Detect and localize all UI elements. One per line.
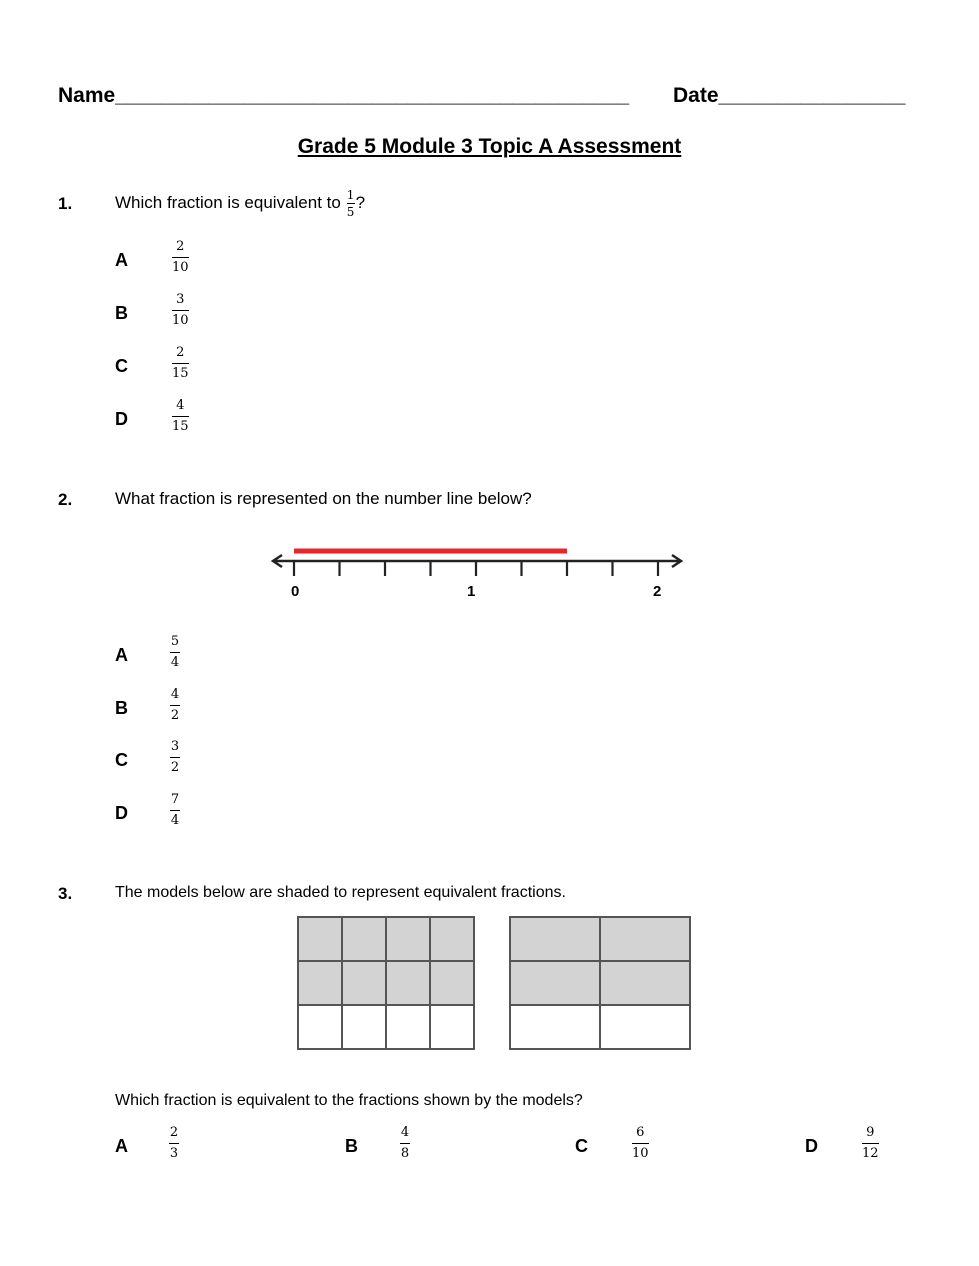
option-letter: C xyxy=(115,750,128,770)
option-letter: B xyxy=(115,303,128,323)
model-cell-shaded xyxy=(510,961,600,1005)
model-cell-shaded xyxy=(342,917,386,961)
fraction-model-right xyxy=(509,916,691,1050)
option-letter: A xyxy=(115,250,128,270)
option-letter: B xyxy=(345,1136,358,1156)
q1-text xyxy=(115,183,365,223)
q3-number: 3. xyxy=(58,884,73,903)
model-cell-shaded xyxy=(430,917,474,961)
q1-number: 1. xyxy=(58,194,73,213)
model-cell-shaded xyxy=(430,961,474,1005)
option-letter: D xyxy=(805,1136,818,1156)
option-fraction: 2 10 xyxy=(172,239,189,275)
model-cell-shaded xyxy=(298,961,342,1005)
number-line xyxy=(268,540,688,602)
model-cell xyxy=(430,1005,474,1049)
name-blank: ____________________________________________ xyxy=(115,84,630,107)
option-fraction: 4 15 xyxy=(172,398,189,434)
model-cell xyxy=(386,1005,430,1049)
tick-label-0: 0 xyxy=(291,583,300,600)
option-letter: A xyxy=(115,645,128,665)
q3-question: Which fraction is equivalent to the fractions shown by the models? xyxy=(115,1092,583,1109)
model-cell-shaded xyxy=(600,961,690,1005)
q1-fraction xyxy=(347,189,355,218)
option-fraction: 6 10 xyxy=(632,1125,649,1161)
option-letter: C xyxy=(575,1136,588,1156)
option-letter: A xyxy=(115,1136,128,1156)
number-line-ticks xyxy=(294,561,658,576)
option-fraction: 4 8 xyxy=(400,1125,410,1161)
fraction-model-left xyxy=(297,916,475,1050)
q1-fraction-num: 1 xyxy=(346,187,355,202)
option-fraction: 5 4 xyxy=(170,634,180,670)
option-fraction: 4 2 xyxy=(170,687,180,723)
model-cell-shaded xyxy=(298,917,342,961)
tick-label-2: 2 xyxy=(653,583,662,600)
q1-text-after: ? xyxy=(355,193,366,212)
option-fraction: 7 4 xyxy=(170,792,180,828)
q3-text: The models below are shaded to represent equivalent fractions. xyxy=(115,884,566,901)
q1-text-before: Which fraction is equivalent to xyxy=(115,193,346,212)
q2-number: 2. xyxy=(58,490,73,509)
name-label: Name xyxy=(58,84,116,107)
model-cell xyxy=(298,1005,342,1049)
option-fraction: 2 15 xyxy=(172,345,189,381)
option-letter: D xyxy=(115,803,128,823)
name-field[interactable] xyxy=(58,84,629,108)
option-letter: C xyxy=(115,356,128,376)
model-cell-shaded xyxy=(386,961,430,1005)
option-fraction: 2 3 xyxy=(169,1125,179,1161)
model-cell xyxy=(510,1005,600,1049)
model-cell-shaded xyxy=(342,961,386,1005)
model-cell-shaded xyxy=(386,917,430,961)
model-cell-shaded xyxy=(510,917,600,961)
model-cell xyxy=(600,1005,690,1049)
option-letter: D xyxy=(115,409,128,429)
q1-fraction-den: 5 xyxy=(346,204,355,219)
date-field[interactable] xyxy=(673,84,905,108)
option-letter: B xyxy=(115,698,128,718)
option-fraction: 9 12 xyxy=(862,1125,879,1161)
date-label: Date xyxy=(673,84,719,107)
model-cell xyxy=(342,1005,386,1049)
page-title: Grade 5 Module 3 Topic A Assessment xyxy=(297,135,682,158)
option-fraction: 3 2 xyxy=(170,739,180,775)
option-fraction: 3 10 xyxy=(172,292,189,328)
tick-label-1: 1 xyxy=(467,583,476,600)
q2-text: What fraction is represented on the number line below? xyxy=(115,489,532,508)
model-cell-shaded xyxy=(600,917,690,961)
date-blank: ________________ xyxy=(718,84,906,107)
